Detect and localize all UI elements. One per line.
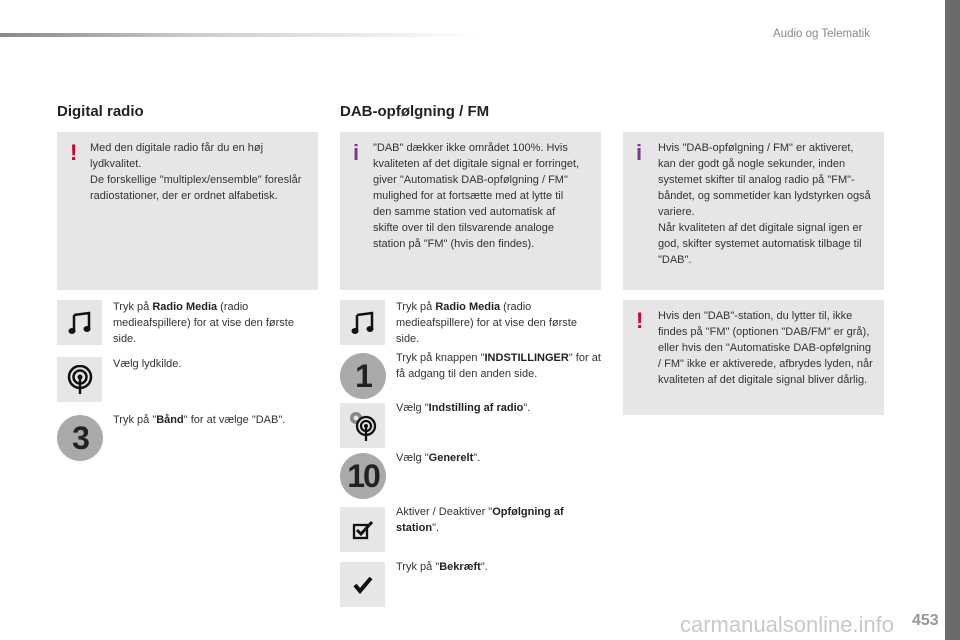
- note-text: Hvis "DAB-opfølgning / FM" er aktiveret, kan der godt gå nogle sekunder, inden systemet skifter til analog radio på "FM"-båndet, og sommetider kan lydstyrken også variere.: [658, 142, 871, 218]
- note-text: Hvis den "DAB"-station, du lytter til, ikke findes på "FM" (optionen "DAB/FM" er grå), eller hvis den "Automatiske DAB-opfølgning / FM" ikke er aktiverede, afbrydes lyden, når kvaliteten af det digitale signal bliver dårlig.: [658, 310, 873, 386]
- step-number-3-icon: 3: [57, 415, 103, 461]
- note-text: "DAB" dækker ikke området 100%. Hvis kvaliteten af det digitale signal er forringet, giver "Automatisk DAB-opfølgning / FM" mulighed for at fortsætte med at lytte til den samme station ved automatisk af skifte over til den tilsvarende analoge station på "FM" (hvis den findes).: [373, 142, 580, 250]
- warning-note: [623, 300, 884, 415]
- page-number: 453: [912, 612, 939, 629]
- step-text: Tryk på "Bekræft".: [396, 561, 488, 573]
- step-text: Vælg "Generelt".: [396, 452, 481, 464]
- checkmark-icon: [340, 562, 385, 607]
- warning-icon: !: [636, 308, 644, 333]
- warning-note: [57, 132, 318, 290]
- step-number-10-icon: 10: [340, 453, 386, 499]
- info-icon: i: [353, 140, 360, 165]
- step-number-1-icon: 1: [340, 353, 386, 399]
- step-text: Tryk på "Bånd" for at vælge "DAB".: [113, 414, 286, 426]
- info-note: [623, 132, 884, 290]
- info-note: [340, 132, 601, 290]
- digital-radio-heading: Digital radio: [57, 103, 144, 120]
- checkbox-icon: [340, 507, 385, 552]
- step-text: Tryk på knappen "INDSTILLINGER" for at få adgang til den anden side.: [396, 352, 601, 380]
- step-text: Vælg "Indstilling af radio".: [396, 402, 531, 414]
- note-text: Når kvaliteten af det digitale signal igen er god, skifter systemet automatisk tilbage til "DAB".: [658, 222, 863, 266]
- radio-source-icon: [57, 357, 102, 402]
- watermark: carmanualsonline.info: [680, 612, 895, 637]
- step-text: Tryk på Radio Media (radio medieafspillere) for at vise den første side.: [113, 301, 294, 345]
- radio-settings-icon: [340, 403, 385, 448]
- step-text: Vælg lydkilde.: [113, 358, 182, 370]
- page-edge-bar: [945, 0, 960, 640]
- note-text: De forskellige "multiplex/ensemble" foreslår radiostationer, der er ordnet alfabetisk.: [90, 174, 302, 202]
- warning-icon: !: [70, 140, 78, 165]
- header-rule: [0, 33, 480, 37]
- dab-followup-heading: DAB-opfølgning / FM: [340, 103, 490, 120]
- step-text: Tryk på Radio Media (radio medieafspillere) for at vise den første side.: [396, 301, 577, 345]
- info-icon: i: [636, 140, 643, 165]
- section-title: Audio og Telematik: [773, 28, 870, 40]
- music-note-icon: [57, 300, 102, 345]
- note-text: Med den digitale radio får du en høj lydkvalitet.: [90, 142, 264, 170]
- music-note-icon: [340, 300, 385, 345]
- step-text: Aktiver / Deaktiver "Opfølgning af station".: [396, 506, 564, 534]
